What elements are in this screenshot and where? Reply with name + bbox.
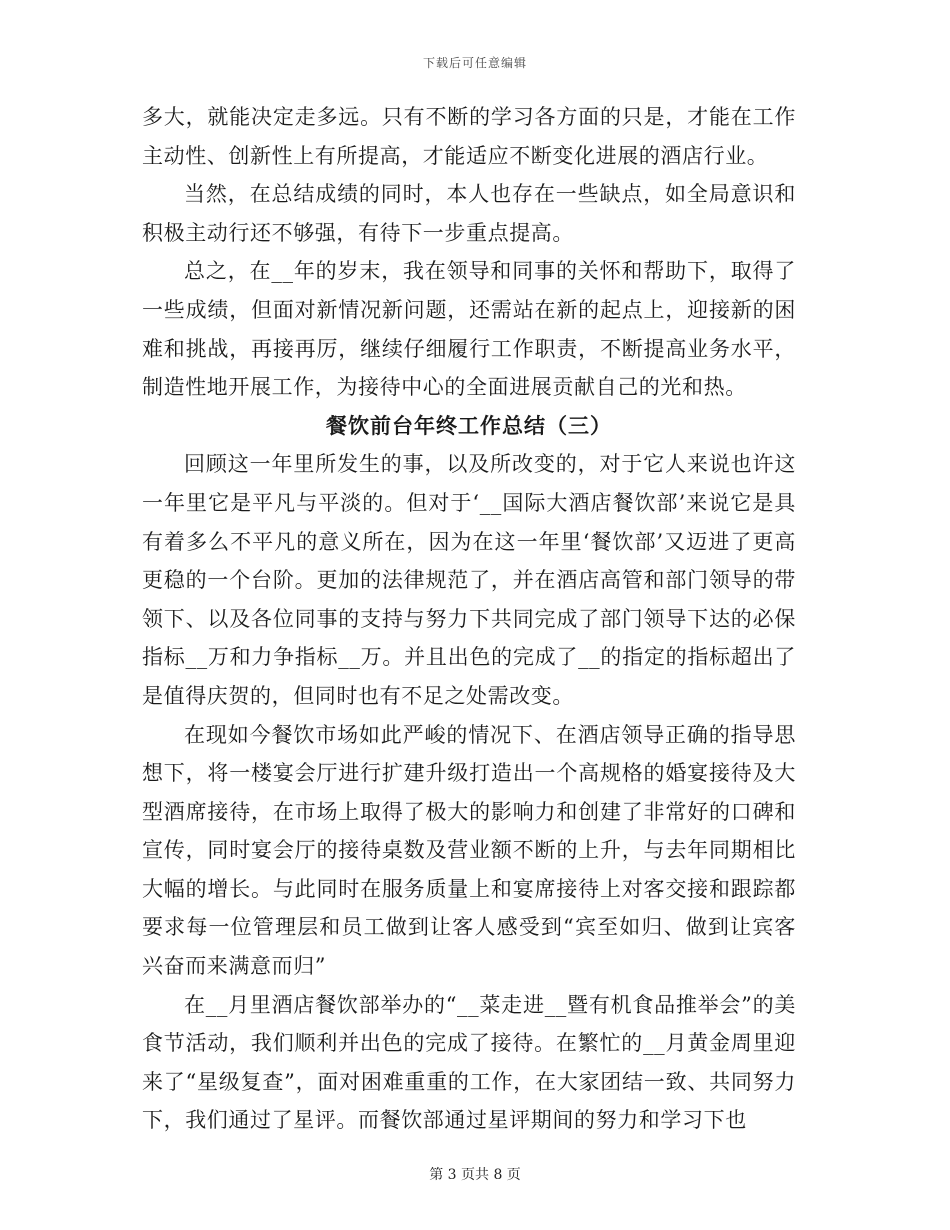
page-number: 第 3 页共 8 页 [429,1167,521,1183]
paragraph-review: 回顾这一年里所发生的事，以及所改变的，对于它人来说也许这一年里它是平凡与平淡的。但对于‘__国际大酒店餐饮部’来说它是具有着多么不平凡的意义所在，因为在这一年里‘餐饮部’又迈进了更高更稳的一个台阶。更加的法律规范了，并在酒店高管和部门领导的带领下、以及各位同事的支持与努力下共同完成了部门领导下达的必保指标__万和力争指标__万。并且出色的完成了__的指定的指标超出了是值得庆贺的，但同时也有不足之处需改变。 [142,452,796,708]
paragraph-continued: 多大，就能决定走多远。只有不断的学习各方面的只是，才能在工作主动性、创新性上有所提高，才能适应不断变化进展的酒店行业。 [142,105,796,168]
paragraph-food-festival: 在__月里酒店餐饮部举办的“__菜走进__暨有机食品推举会”的美食节活动，我们顺利并出色的完成了接待。在繁忙的__月黄金周里迎来了“星级复查”，面对困难重重的工作，在大家团结一致、共同努力下，我们通过了星评。而餐饮部通过星评期间的努力和学习下也 [142,992,796,1133]
section-title: 餐饮前台年终工作总结（三） [326,412,612,438]
page-header: 下载后可任意编辑 [422,56,527,70]
paragraph-shortcomings: 当然，在总结成绩的同时，本人也存在一些缺点，如全局意识和积极主动行还不够强，有待下一步重点提高。 [142,182,796,245]
document-body [142,98,796,1140]
paragraph-market: 在现如今餐饮市场如此严峻的情况下、在酒店领导正确的指导思想下，将一楼宴会厅进行扩建升级打造出一个高规格的婚宴接待及大型酒席接待，在市场上取得了极大的影响力和创建了非常好的口碑和宣传，同时宴会厅的接待桌数及营业额不断的上升，与去年同期相比大幅的增长。与此同时在服务质量上和宴席接待上对客交接和跟踪都要求每一位管理层和员工做到让客人感受到“宾至如归、做到让宾客兴奋而来满意而归” [142,722,796,979]
paragraph-conclusion: 总之，在__年的岁末，我在领导和同事的关怀和帮助下，取得了一些成绩，但面对新情况新问题，还需站在新的起点上，迎接新的困难和挑战，再接再厉，继续仔细履行工作职责，不断提高业务水平，制造性地开展工作，为接待中心的全面进展贡献自己的光和热。 [142,259,796,400]
